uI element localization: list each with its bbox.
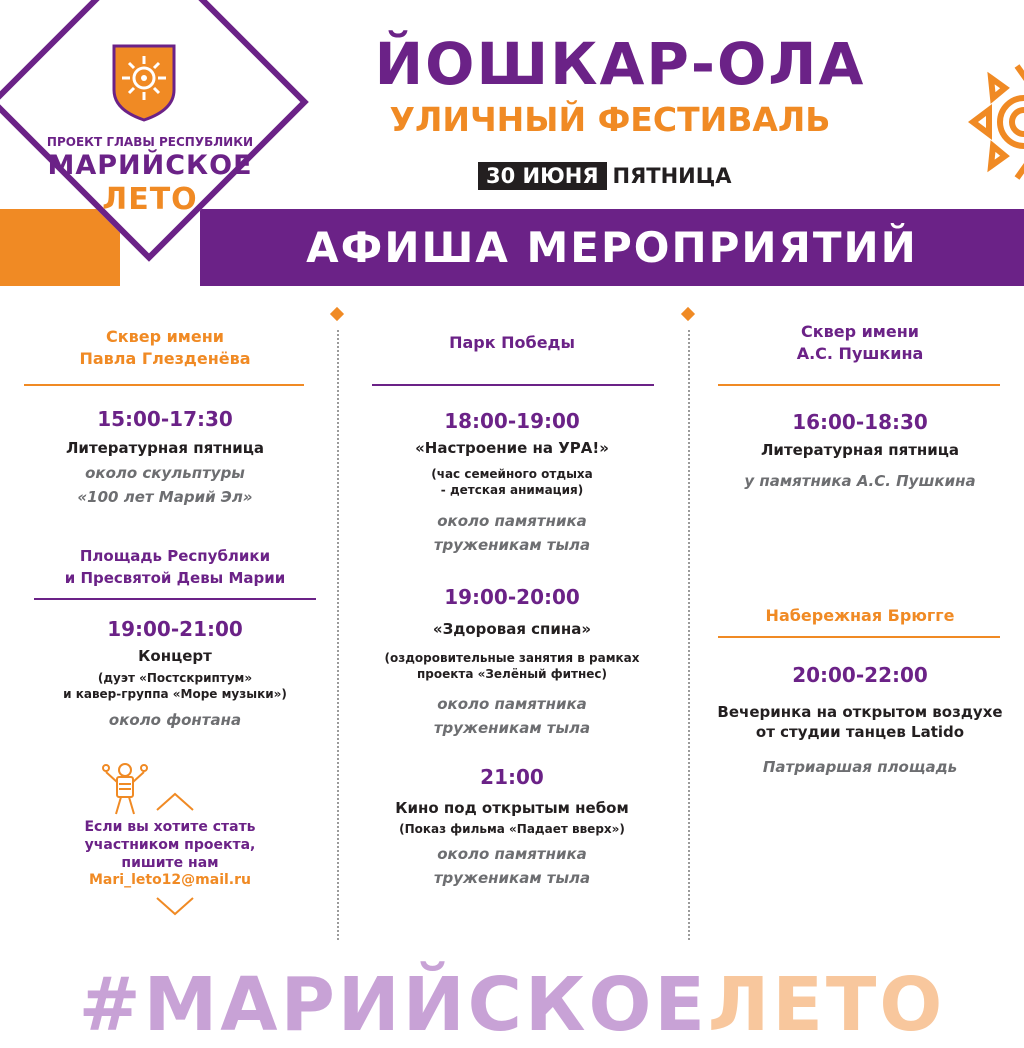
location-line: у памятника А.С. Пушкина — [744, 472, 976, 490]
event-note — [20, 670, 330, 702]
event-title: Концерт — [138, 647, 212, 665]
venue-line: А.С. Пушкина — [796, 344, 924, 363]
event-time: 16:00-18:30 — [792, 410, 928, 434]
logo-name-line1: МАРИЙСКОЕ — [47, 150, 253, 181]
orange-accent-strip — [0, 209, 120, 286]
event-location — [700, 755, 1020, 779]
location-line: около памятника — [437, 845, 587, 863]
location-line: «100 лет Марий Эл» — [77, 488, 253, 506]
note-line: (дуэт «Постскриптум» — [97, 671, 253, 685]
sun-ornament-icon — [955, 62, 1024, 182]
venue-underline — [718, 384, 1000, 386]
location-line: труженикам тыла — [433, 536, 591, 554]
venue-line: Павла Глезденёва — [79, 349, 251, 368]
venue-underline — [34, 598, 316, 600]
venue-line: Сквер имени — [800, 322, 919, 341]
event-time: 19:00-21:00 — [107, 617, 243, 641]
event-location — [700, 469, 1020, 493]
location-line: около памятника — [437, 695, 587, 713]
event-location — [352, 692, 672, 740]
logo-shield-icon — [112, 44, 176, 122]
title-line: от студии танцев Latido — [755, 723, 965, 741]
column-divider-right — [688, 330, 690, 940]
note-line: (оздоровительные занятия в рамках — [384, 651, 640, 665]
venue-line: Парк Победы — [449, 333, 575, 352]
event-location — [20, 708, 330, 732]
event-location — [20, 461, 310, 509]
location-line: труженикам тыла — [433, 869, 591, 887]
event-note — [352, 821, 672, 837]
location-line: около фонтана — [108, 711, 242, 729]
note-line: (час семейного отдыха — [431, 467, 593, 481]
logo-name-line2: ЛЕТО — [102, 182, 198, 217]
event-time: 20:00-22:00 — [792, 663, 928, 687]
event-title: Литературная пятница — [760, 441, 960, 459]
logo-tagline: ПРОЕКТ ГЛАВЫ РЕСПУБЛИКИ — [46, 135, 254, 149]
venue-title-col3-1 — [710, 321, 1010, 365]
event-title: Литературная пятница — [65, 439, 265, 457]
location-line: Патриаршая площадь — [762, 758, 958, 776]
divider-diamond-right — [681, 307, 695, 321]
event-title: «Настроение на УРА!» — [415, 439, 609, 457]
note-line: проекта «Зелёный фитнес) — [416, 667, 607, 681]
venue-underline — [372, 384, 654, 386]
event-location — [352, 509, 672, 557]
venue-line: Набережная Брюгге — [765, 606, 955, 625]
event-time: 18:00-19:00 — [444, 409, 580, 433]
cta-line: участником проекта, — [84, 837, 256, 853]
event-note — [352, 466, 672, 498]
venue-underline — [24, 384, 304, 386]
column-divider-left — [337, 330, 339, 940]
venue-title-col1-1 — [20, 326, 310, 370]
event-time: 21:00 — [480, 765, 544, 789]
cta-text — [40, 818, 300, 872]
venue-line: Площадь Республики — [79, 547, 271, 565]
venue-title-col2 — [362, 332, 662, 354]
date-badge: 30 ИЮНЯ — [478, 162, 607, 190]
event-title: «Здоровая спина» — [432, 620, 592, 638]
hashtag-part1: #МАРИЙСКОЕ — [78, 962, 708, 1048]
festival-subtitle: УЛИЧНЫЙ ФЕСТИВАЛЬ — [389, 100, 831, 139]
chevron-down-icon — [155, 896, 195, 916]
cta-line: пишите нам — [121, 855, 219, 871]
hashtag-part2: ЛЕТО — [707, 962, 946, 1048]
location-line: около памятника — [437, 512, 587, 530]
city-title: ЙОШКАР-ОЛА — [374, 30, 866, 98]
venue-line: Сквер имени — [105, 327, 224, 346]
note-line: (Показ фильма «Падает вверх») — [399, 822, 625, 836]
note-line: - детская анимация) — [440, 483, 584, 497]
venue-underline — [718, 636, 1000, 638]
location-line: около скульптуры — [85, 464, 245, 482]
venue-title-col1-2 — [20, 545, 330, 589]
dancer-figure-icon — [100, 760, 150, 818]
venue-title-col3-2 — [710, 605, 1010, 627]
title-line: Вечеринка на открытом воздухе — [717, 703, 1003, 721]
weekday-label: ПЯТНИЦА — [612, 164, 732, 188]
date-row — [478, 160, 731, 192]
event-time: 19:00-20:00 — [444, 585, 580, 609]
location-line: труженикам тыла — [433, 719, 591, 737]
cta-line: Если вы хотите стать — [84, 819, 256, 835]
venue-line: и Пресвятой Девы Марии — [64, 569, 286, 587]
event-location — [352, 842, 672, 890]
banner-title: АФИША МЕРОПРИЯТИЙ — [306, 223, 918, 272]
divider-diamond-left — [330, 307, 344, 321]
hashtag-footer — [0, 962, 1024, 1048]
event-title: Кино под открытым небом — [395, 799, 629, 817]
event-note — [352, 650, 672, 682]
chevron-up-icon — [155, 792, 195, 812]
contact-email-link[interactable]: Mari_leto12@mail.ru — [89, 872, 251, 888]
event-title — [700, 702, 1020, 742]
event-time: 15:00-17:30 — [97, 407, 233, 431]
note-line: и кавер-группа «Море музыки») — [63, 687, 287, 701]
